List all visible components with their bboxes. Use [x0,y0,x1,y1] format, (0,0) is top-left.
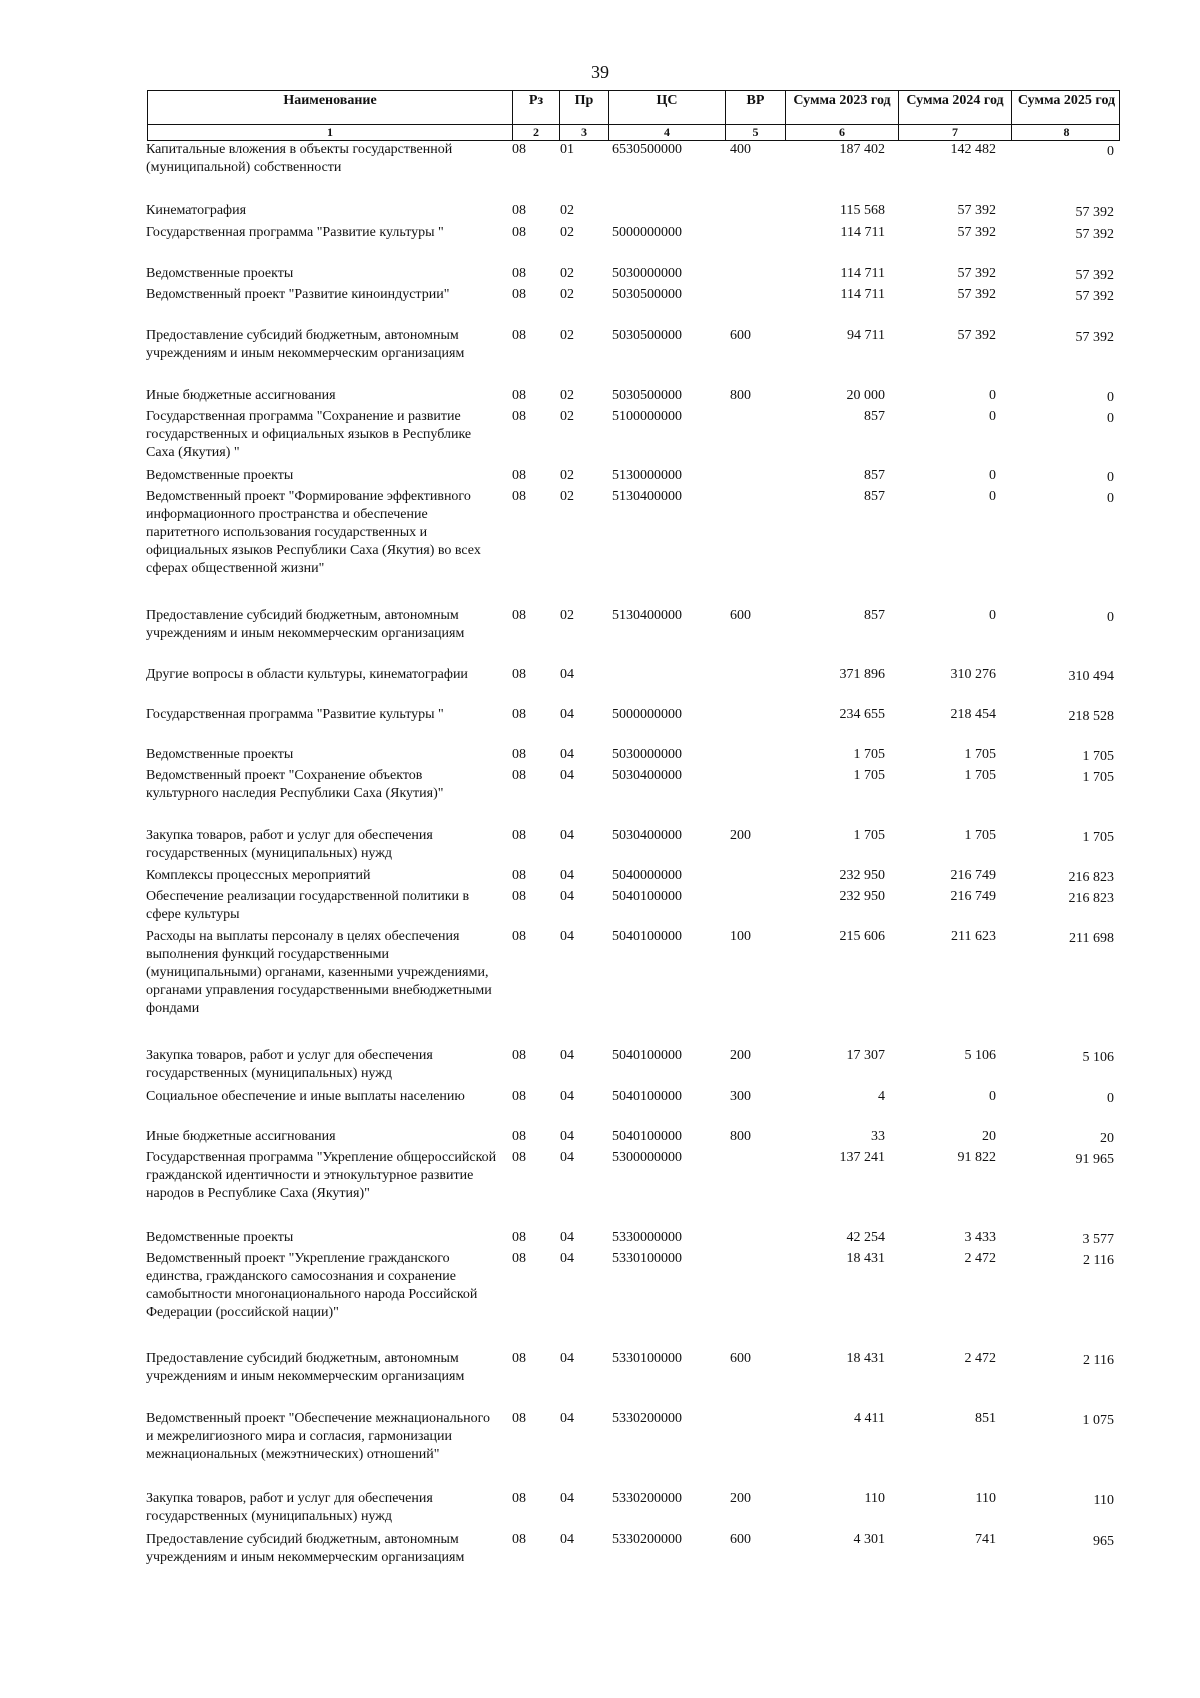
row-sum-2025: 1 705 [1082,749,1114,764]
row-sum-2024: 1 705 [964,768,996,783]
row-sum-2024: 3 433 [964,1230,996,1245]
row-name: Комплексы процессных мероприятий [146,868,371,883]
header-cs: ЦС [608,91,725,124]
row-pr: 02 [560,328,574,343]
row-sum-2025: 57 392 [1075,227,1114,242]
row-sum-2024: 0 [989,1089,996,1104]
row-sum-2023: 4 [878,1089,885,1104]
row-sum-2023: 1 705 [853,768,885,783]
row-name: Предоставление субсидий бюджетным, автономным учреждениям и иным некоммерческим организациям [146,1351,465,1384]
row-sum-2023: 857 [864,409,885,424]
row-sum-2023: 33 [871,1129,885,1144]
row-name: Ведомственный проект "Сохранение объектов культурного наследия Республики Саха (Якутия)" [146,768,444,801]
row-sum-2024: 0 [989,409,996,424]
row-sum-2025: 0 [1107,491,1114,506]
row-sum-2024: 91 822 [957,1150,996,1165]
row-sum-2023: 115 568 [840,203,885,218]
row-rz: 08 [512,1089,526,1104]
row-sum-2024: 1 705 [964,828,996,843]
row-name: Закупка товаров, работ и услуг для обеспечения государственных (муниципальных) нужд [146,828,433,861]
row-cs: 5330100000 [612,1251,682,1266]
row-sum-2025: 0 [1107,411,1114,426]
row-rz: 08 [512,287,526,302]
row-rz: 08 [512,868,526,883]
row-sum-2023: 371 896 [839,667,885,682]
row-pr: 02 [560,287,574,302]
header-pr: Пр [559,91,608,124]
row-sum-2024: 216 749 [950,868,996,883]
row-name: Государственная программа "Укрепление общероссийской гражданской идентичности и этнокультурное развитие народов в Республике Саха (Якутия)" [146,1150,497,1201]
row-sum-2024: 5 106 [964,1048,996,1063]
row-sum-2025: 20 [1100,1131,1114,1146]
header-rz: Рз [512,91,559,124]
column-number: 4 [608,125,725,140]
row-pr: 02 [560,409,574,424]
row-sum-2024: 0 [989,489,996,504]
row-pr: 02 [560,266,574,281]
row-vr: 100 [730,929,751,944]
row-pr: 04 [560,1411,574,1426]
row-pr: 02 [560,225,574,240]
row-sum-2023: 4 411 [854,1411,885,1426]
row-sum-2023: 114 711 [840,266,885,281]
row-pr: 04 [560,1129,574,1144]
row-sum-2023: 1 705 [853,828,885,843]
row-name: Закупка товаров, работ и услуг для обеспечения государственных (муниципальных) нужд [146,1491,433,1524]
row-sum-2024: 1 705 [964,747,996,762]
row-name: Государственная программа "Развитие культуры " [146,225,444,240]
row-rz: 08 [512,1230,526,1245]
column-number: 6 [785,125,898,140]
row-vr: 600 [730,1532,751,1547]
row-sum-2023: 857 [864,608,885,623]
row-sum-2023: 215 606 [839,929,885,944]
header-vr: ВР [725,91,785,124]
row-sum-2025: 218 528 [1068,709,1114,724]
row-rz: 08 [512,747,526,762]
row-rz: 08 [512,203,526,218]
row-sum-2024: 216 749 [950,889,996,904]
row-sum-2023: 114 711 [840,225,885,240]
row-cs: 5130400000 [612,489,682,504]
row-sum-2024: 218 454 [950,707,996,722]
row-cs: 5040000000 [612,868,682,883]
row-name: Ведомственные проекты [146,266,294,281]
row-pr: 04 [560,1491,574,1506]
row-sum-2024: 57 392 [957,203,996,218]
row-pr: 02 [560,203,574,218]
row-sum-2025: 2 116 [1083,1353,1114,1368]
row-sum-2024: 0 [989,608,996,623]
row-sum-2024: 2 472 [964,1251,996,1266]
row-cs: 5000000000 [612,225,682,240]
row-sum-2025: 57 392 [1075,289,1114,304]
row-cs: 5040100000 [612,889,682,904]
page-number: 39 [591,62,609,82]
row-cs: 5330000000 [612,1230,682,1245]
row-pr: 01 [560,142,574,157]
row-sum-2023: 18 431 [846,1351,885,1366]
row-rz: 08 [512,608,526,623]
row-name: Предоставление субсидий бюджетным, автономным учреждениям и иным некоммерческим организациям [146,1532,465,1565]
row-sum-2025: 310 494 [1068,669,1114,684]
row-name: Ведомственный проект "Укрепление гражданского единства, гражданского самосознания и сохранение самобытности многонационального народа Российской Федерации (российской нации)" [146,1251,478,1320]
row-rz: 08 [512,828,526,843]
row-rz: 08 [512,489,526,504]
row-sum-2024: 57 392 [957,287,996,302]
row-name: Расходы на выплаты персоналу в целях обеспечения выполнения функций государственными (муниципальными) органами, казенными учреждениями, органами управления государственными внебюджетными фондами [146,929,492,1016]
row-cs: 5130000000 [612,468,682,483]
row-rz: 08 [512,328,526,343]
row-cs: 5040100000 [612,1089,682,1104]
row-sum-2023: 187 402 [839,142,885,157]
row-cs: 5030000000 [612,266,682,281]
row-rz: 08 [512,1129,526,1144]
row-sum-2024: 211 623 [951,929,996,944]
row-rz: 08 [512,1048,526,1063]
row-cs: 5030500000 [612,328,682,343]
row-cs: 5030400000 [612,828,682,843]
row-name: Ведомственные проекты [146,468,294,483]
row-rz: 08 [512,468,526,483]
row-pr: 04 [560,1230,574,1245]
row-sum-2024: 310 276 [950,667,996,682]
row-vr: 300 [730,1089,751,1104]
row-sum-2025: 2 116 [1083,1253,1114,1268]
column-number: 5 [725,125,785,140]
row-cs: 5030400000 [612,768,682,783]
row-cs: 5330100000 [612,1351,682,1366]
row-cs: 5030500000 [612,287,682,302]
column-number: 2 [512,125,559,140]
row-rz: 08 [512,1532,526,1547]
row-sum-2023: 857 [864,489,885,504]
row-pr: 04 [560,707,574,722]
row-sum-2025: 1 705 [1082,770,1114,785]
row-rz: 08 [512,266,526,281]
row-pr: 02 [560,388,574,403]
row-pr: 04 [560,929,574,944]
row-rz: 08 [512,142,526,157]
row-sum-2024: 57 392 [957,266,996,281]
row-cs: 5040100000 [612,1129,682,1144]
row-sum-2023: 18 431 [846,1251,885,1266]
row-sum-2025: 216 823 [1068,870,1114,885]
row-sum-2024: 142 482 [950,142,996,157]
row-sum-2024: 57 392 [957,328,996,343]
row-cs: 5100000000 [612,409,682,424]
row-cs: 5300000000 [612,1150,682,1165]
row-cs: 5040100000 [612,1048,682,1063]
column-number: 3 [559,125,608,140]
row-sum-2023: 232 950 [839,868,885,883]
row-rz: 08 [512,388,526,403]
row-rz: 08 [512,889,526,904]
row-rz: 08 [512,929,526,944]
header-sum-2024: Сумма 2024 год [898,91,1011,124]
header-name: Наименование [283,93,377,108]
row-name: Обеспечение реализации государственной политики в сфере культуры [146,889,470,922]
row-pr: 04 [560,1048,574,1063]
row-sum-2025: 3 577 [1082,1232,1114,1247]
row-rz: 08 [512,1351,526,1366]
column-number: 8 [1011,125,1121,140]
row-cs: 5330200000 [612,1532,682,1547]
row-pr: 04 [560,1150,574,1165]
row-sum-2025: 0 [1107,470,1114,485]
row-sum-2025: 0 [1107,610,1114,625]
row-pr: 02 [560,489,574,504]
row-sum-2023: 234 655 [839,707,885,722]
row-sum-2025: 0 [1107,390,1114,405]
row-rz: 08 [512,667,526,682]
row-cs: 6530500000 [612,142,682,157]
row-cs: 5040100000 [612,929,682,944]
row-name: Капитальные вложения в объекты государственной (муниципальной) собственности [146,142,453,175]
row-sum-2024: 57 392 [957,225,996,240]
row-rz: 08 [512,409,526,424]
row-sum-2025: 1 705 [1082,830,1114,845]
row-sum-2023: 137 241 [839,1150,885,1165]
row-sum-2024: 0 [989,388,996,403]
row-pr: 04 [560,1251,574,1266]
row-sum-2025: 0 [1107,144,1114,159]
row-sum-2023: 42 254 [846,1230,885,1245]
row-sum-2025: 0 [1107,1091,1114,1106]
row-rz: 08 [512,707,526,722]
row-vr: 400 [730,142,751,157]
row-name: Ведомственный проект "Обеспечение межнационального и межрелигиозного мира и согласия, гармонизации межнациональных (межэтнических) отношений" [146,1411,491,1462]
row-cs: 5000000000 [612,707,682,722]
row-sum-2023: 232 950 [839,889,885,904]
row-name: Ведомственные проекты [146,747,294,762]
row-cs: 5130400000 [612,608,682,623]
row-name: Иные бюджетные ассигнования [146,388,336,403]
row-pr: 04 [560,1532,574,1547]
row-sum-2025: 5 106 [1082,1050,1114,1065]
row-name: Государственная программа "Развитие культуры " [146,707,444,722]
row-sum-2024: 110 [975,1491,996,1506]
row-name: Ведомственный проект "Формирование эффективного информационного пространства и обеспечение паритетного использования государственных и официальных языков Республики Саха (Якутия) во всех сферах общественной жизни" [146,489,481,576]
row-cs: 5330200000 [612,1491,682,1506]
row-rz: 08 [512,768,526,783]
row-pr: 04 [560,768,574,783]
row-name: Предоставление субсидий бюджетным, автономным учреждениям и иным некоммерческим организациям [146,608,465,641]
row-vr: 200 [730,1048,751,1063]
row-vr: 800 [730,388,751,403]
row-sum-2023: 857 [864,468,885,483]
row-name: Государственная программа "Сохранение и развитие государственных и официальных языков в Республике Саха (Якутия) " [146,409,472,460]
row-pr: 02 [560,608,574,623]
row-rz: 08 [512,1251,526,1266]
row-name: Социальное обеспечение и иные выплаты населению [146,1089,465,1104]
row-name: Предоставление субсидий бюджетным, автономным учреждениям и иным некоммерческим организациям [146,328,465,361]
row-sum-2025: 91 965 [1075,1152,1114,1167]
row-vr: 600 [730,608,751,623]
row-pr: 04 [560,1351,574,1366]
row-rz: 08 [512,1411,526,1426]
table-header [147,90,1120,125]
column-number-row [147,125,1120,141]
row-sum-2025: 57 392 [1075,205,1114,220]
row-cs: 5030000000 [612,747,682,762]
column-number: 1 [327,125,333,139]
row-pr: 04 [560,667,574,682]
row-sum-2023: 20 000 [846,388,885,403]
row-pr: 02 [560,468,574,483]
column-number: 7 [898,125,1011,140]
row-sum-2025: 216 823 [1068,891,1114,906]
header-sum-2025: Сумма 2025 год [1011,91,1121,124]
row-sum-2024: 20 [982,1129,996,1144]
row-vr: 200 [730,1491,751,1506]
row-pr: 04 [560,889,574,904]
row-sum-2025: 110 [1093,1493,1114,1508]
row-sum-2023: 114 711 [840,287,885,302]
row-sum-2024: 0 [989,468,996,483]
row-vr: 600 [730,1351,751,1366]
row-sum-2023: 17 307 [846,1048,885,1063]
row-name: Ведомственный проект "Развитие киноиндустрии" [146,287,450,302]
row-sum-2025: 965 [1093,1534,1114,1549]
row-pr: 04 [560,1089,574,1104]
row-sum-2025: 57 392 [1075,330,1114,345]
row-sum-2023: 94 711 [847,328,885,343]
row-sum-2024: 2 472 [964,1351,996,1366]
row-vr: 800 [730,1129,751,1144]
row-name: Другие вопросы в области культуры, кинематографии [146,667,468,682]
row-sum-2025: 211 698 [1069,931,1114,946]
row-vr: 600 [730,328,751,343]
row-pr: 04 [560,868,574,883]
row-rz: 08 [512,1491,526,1506]
row-name: Иные бюджетные ассигнования [146,1129,336,1144]
row-sum-2024: 741 [975,1532,996,1547]
row-rz: 08 [512,1150,526,1165]
row-sum-2024: 851 [975,1411,996,1426]
row-cs: 5030500000 [612,388,682,403]
row-name: Ведомственные проекты [146,1230,294,1245]
row-sum-2023: 110 [864,1491,885,1506]
row-name: Кинематография [146,203,247,218]
row-vr: 200 [730,828,751,843]
row-pr: 04 [560,747,574,762]
row-sum-2025: 57 392 [1075,268,1114,283]
row-sum-2023: 1 705 [853,747,885,762]
row-sum-2023: 4 301 [853,1532,885,1547]
header-sum-2023: Сумма 2023 год [785,91,898,124]
row-rz: 08 [512,225,526,240]
row-name: Закупка товаров, работ и услуг для обеспечения государственных (муниципальных) нужд [146,1048,433,1081]
row-pr: 04 [560,828,574,843]
row-sum-2025: 1 075 [1082,1413,1114,1428]
row-cs: 5330200000 [612,1411,682,1426]
